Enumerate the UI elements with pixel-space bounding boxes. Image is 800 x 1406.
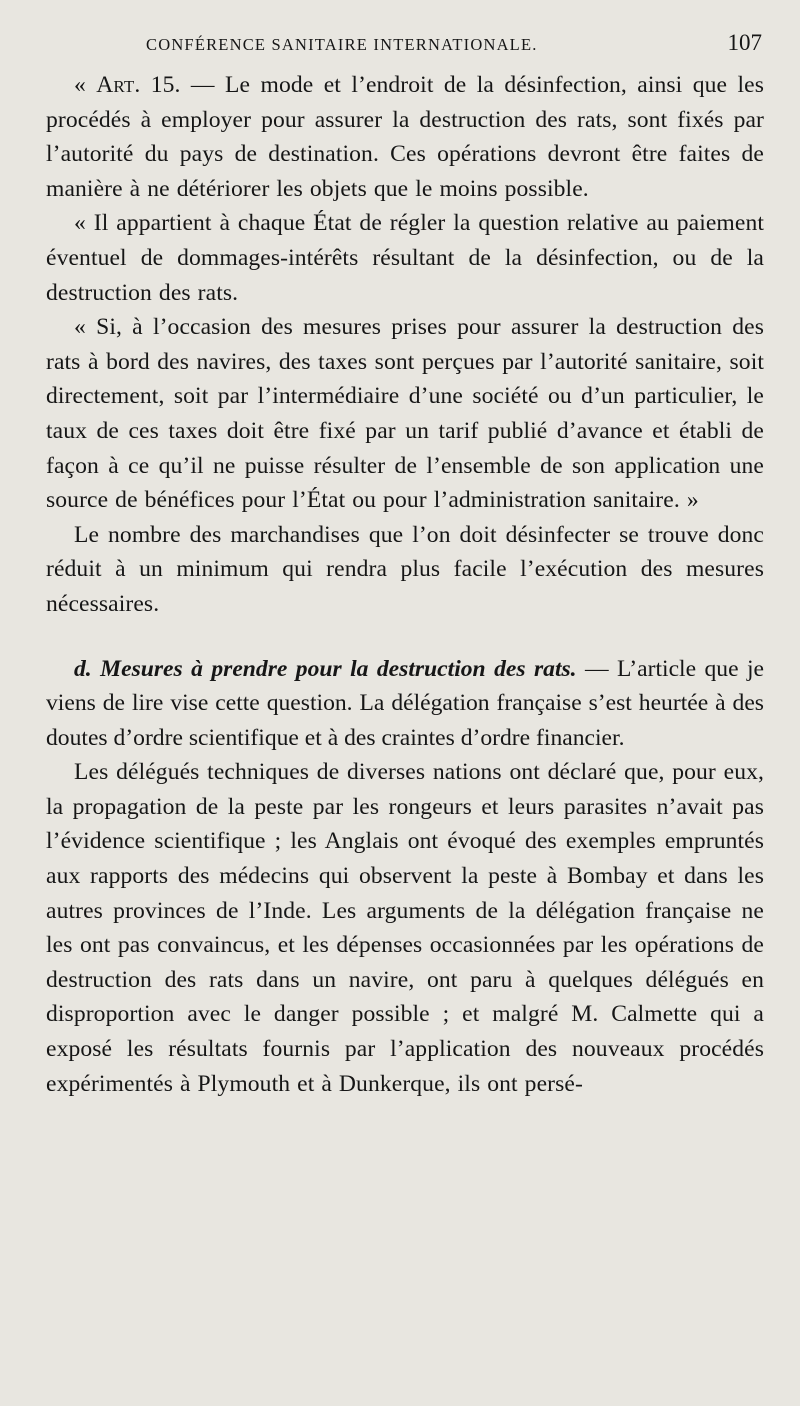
section-title: Mesures à prendre pour la destruction des rats. xyxy=(91,655,577,682)
running-title: CONFÉRENCE SANITAIRE INTERNATIONALE. xyxy=(146,35,538,54)
quote-mark: « xyxy=(74,72,97,98)
section-d-text: — L’article que je viens de lire vise cette question. La délégation française s’est heurtée à des doutes d’ordre scientifique et à des craintes d’ordre financier. xyxy=(46,655,764,751)
running-header xyxy=(46,30,764,56)
paragraph-taxes: « Si, à l’occasion des mesures prises pour assurer la destruction des rats à bord des navires, des taxes sont perçues par l’autorité sanitaire, soit directement, soit par l’intermédiaire d’une société ou d’un particulier, le taux de ces taxes doit être fixé par un tarif publié d’avance et établi de façon à ce qu’il ne puisse résulter de l’ensemble de son application une source de bénéfices pour l’État ou pour l’administration sanitaire. » xyxy=(46,314,764,514)
paragraph-delegates: Les délégués techniques de diverses nations ont déclaré que, pour eux, la propagation de la peste par les rongeurs et leurs parasites n’avait pas l’évidence scientifique ; les Anglais ont évoqué des exemples empruntés aux rapports des médecins qui observent la peste à Bombay et dans les autres provinces de l’Inde. Les arguments de la délégation française ne les ont pas convaincus, et les dépenses occasionnées par les opérations de destruction des rats dans un navire, ont paru à quelques délégués en disproportion avec le danger possible ; et malgré M. Calmette qui a exposé les résultats fournis par l’application des nouveaux procédés expérimentés à Plymouth et à Dunkerque, ils ont persé- xyxy=(46,759,764,1097)
paragraph-article-15 xyxy=(46,68,764,206)
section-spacer xyxy=(46,622,764,652)
paragraph-merchandise: Le nombre des marchandises que l’on doit désinfecter se trouve donc réduit à un minimum qui rendra plus facile l’exécution des mesures nécessaires. xyxy=(46,521,764,617)
page-number: 107 xyxy=(727,30,762,55)
paragraph-damages: « Il appartient à chaque État de régler la question relative au paiement éventuel de dommages-intérêts résultant de la désinfection, ou de la destruction des rats. xyxy=(46,210,764,306)
article-15-text: — Le mode et l’endroit de la désinfection, ainsi que les procédés à employer pour assurer la destruction des rats, sont fixés par l’autorité du pays de destination. Ces opérations devront être faites de manière à ne détériorer les objets que le moins possible. xyxy=(46,72,764,202)
section-letter: d. xyxy=(74,655,92,682)
paragraph-section-d xyxy=(46,652,764,756)
article-label: Art. 15. xyxy=(96,72,181,98)
